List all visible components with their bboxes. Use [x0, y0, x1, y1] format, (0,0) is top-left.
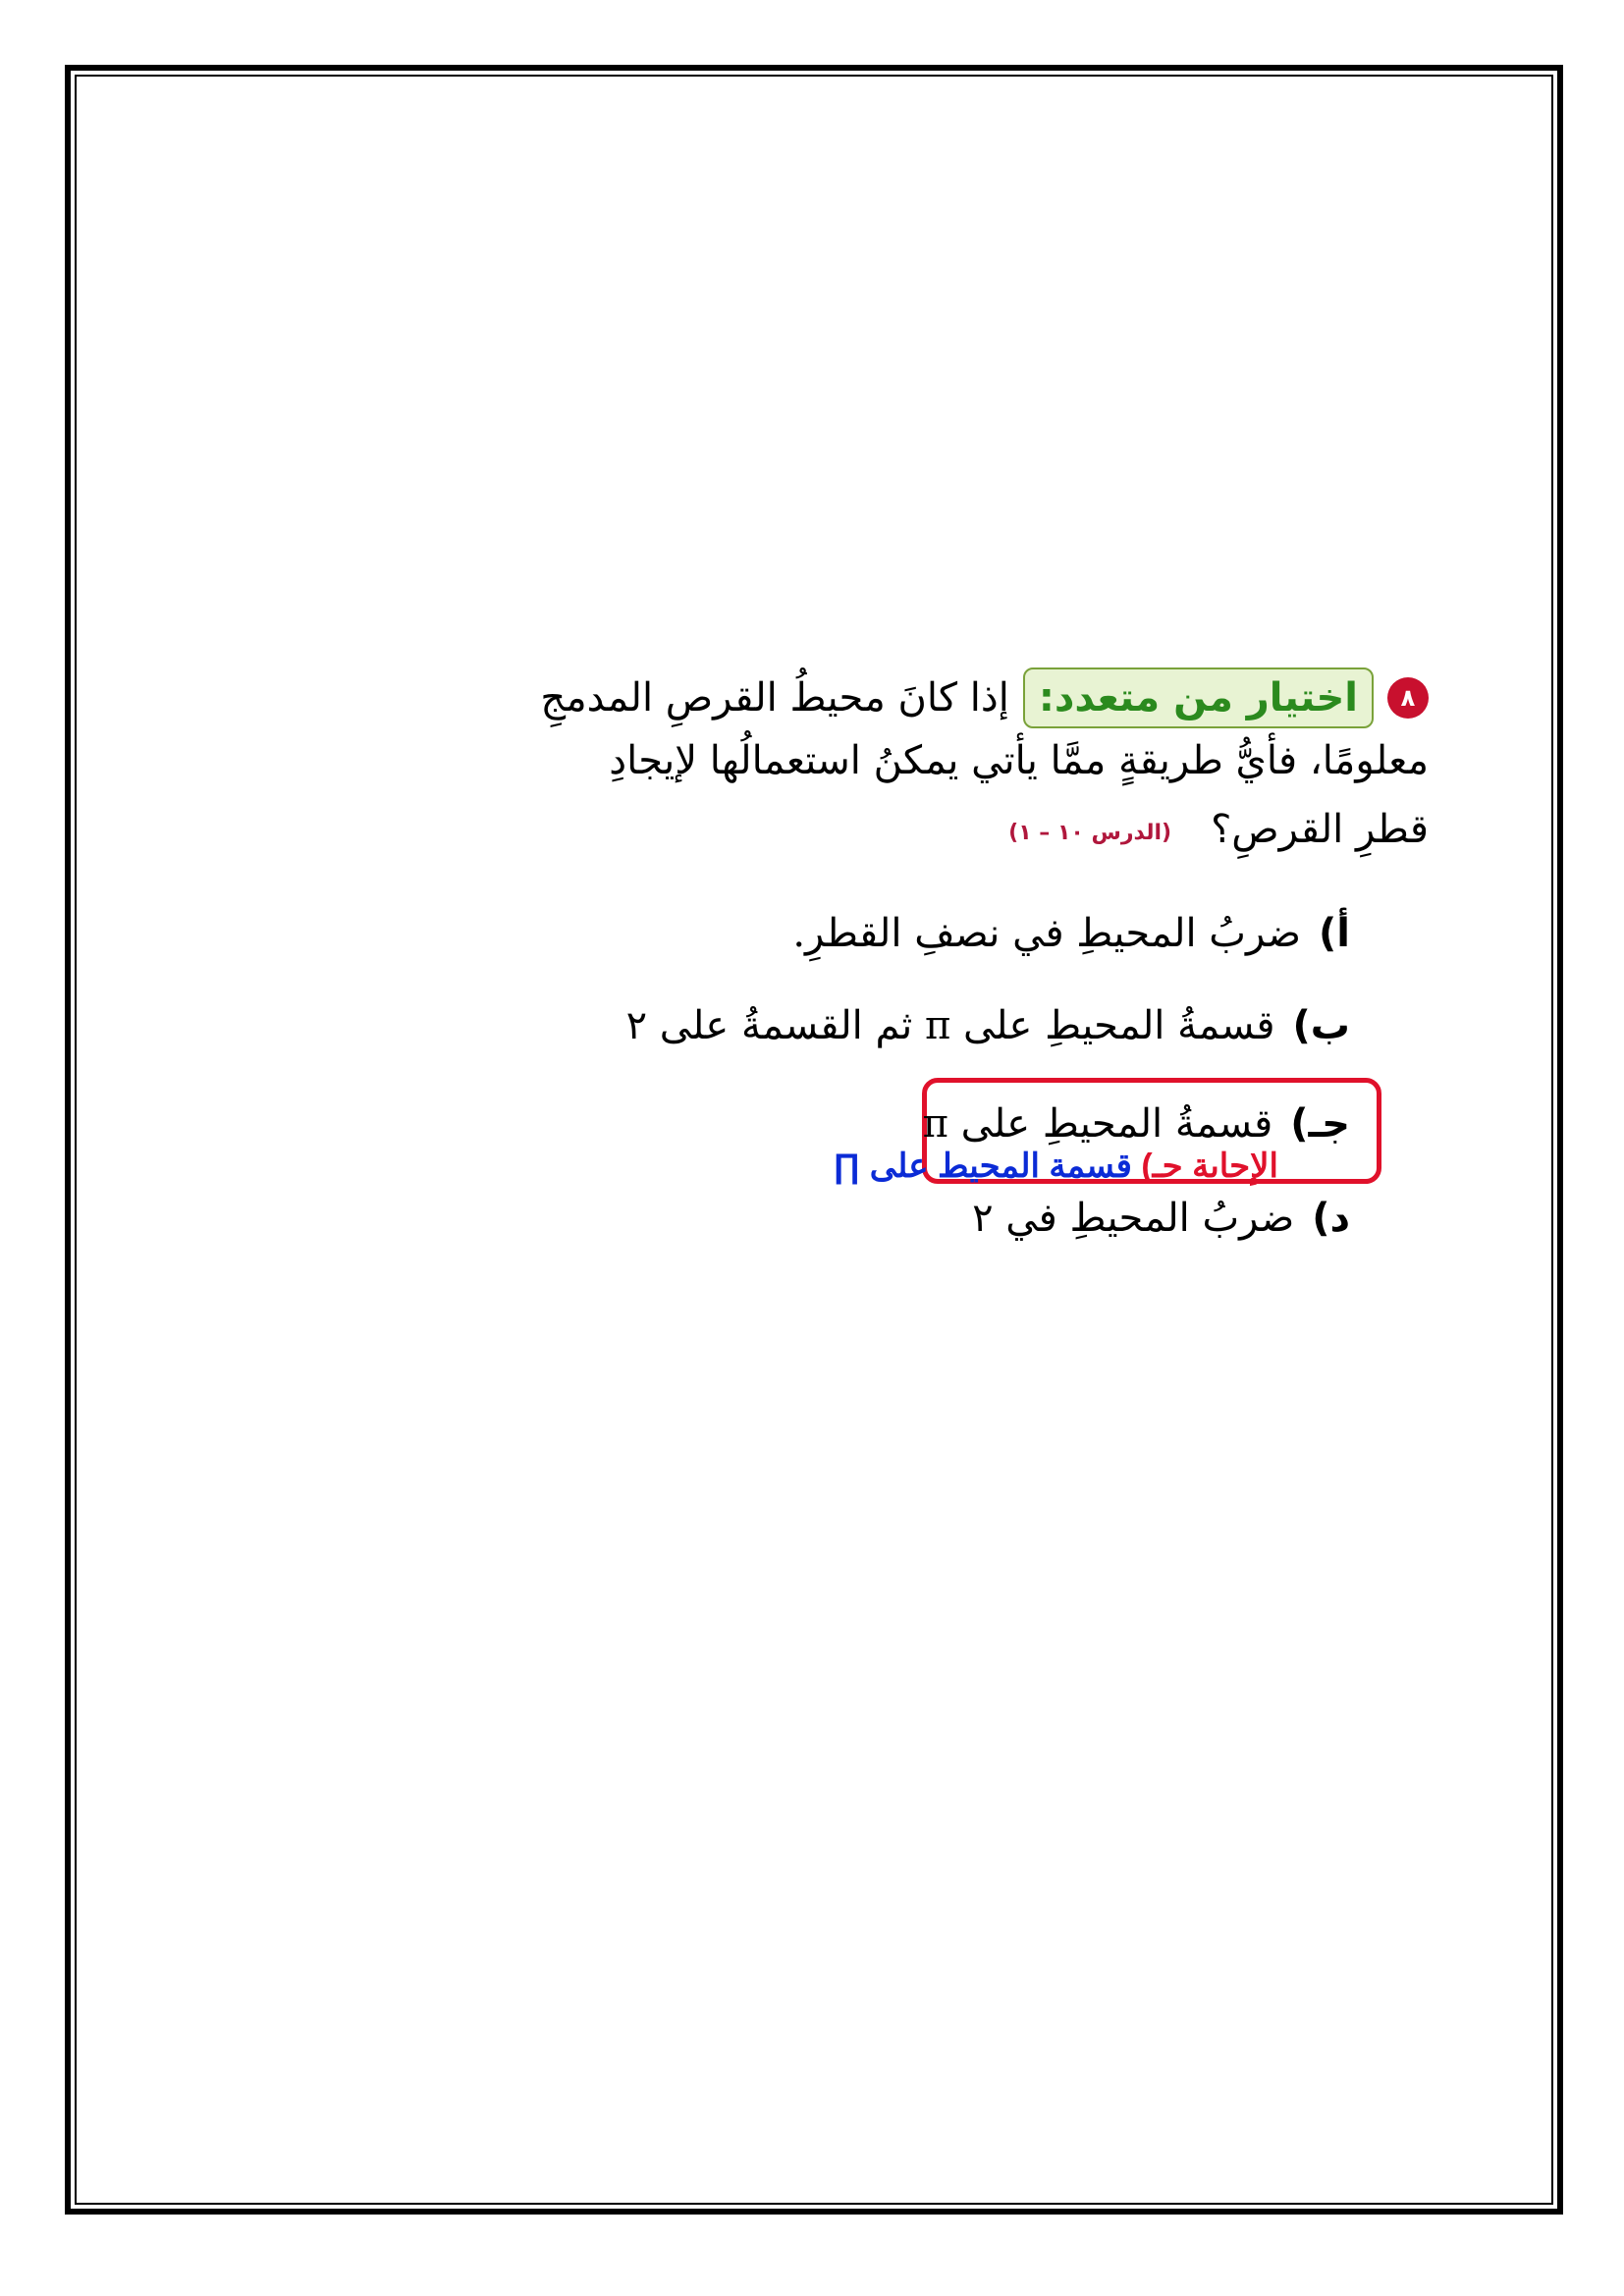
question-number-badge: ٨ [1387, 677, 1429, 719]
option-d-letter: د) [1312, 1196, 1350, 1241]
option-b [626, 1003, 1350, 1048]
option-c-letter: جـ) [1290, 1101, 1350, 1147]
option-a [792, 911, 1350, 956]
question-line-2 [609, 738, 1429, 783]
lesson-reference: (الدرس ١٠ – ١) [1008, 820, 1172, 845]
answer-line [833, 1147, 1278, 1186]
option-b-letter: ب) [1292, 1003, 1350, 1048]
option-d-text: ضربُ المحيطِ في ٢ [972, 1196, 1295, 1241]
question-type-tag: اختيار من متعدد: [1023, 667, 1374, 728]
question-line-1 [540, 667, 1429, 728]
answer-label: الإجابة جـ) [1141, 1148, 1278, 1185]
option-c-text: قسمةُ المحيطِ على π [922, 1101, 1273, 1147]
question-text-line-3: قطرِ القرصِ؟ [1211, 807, 1429, 852]
option-d [972, 1196, 1350, 1241]
option-c [923, 1101, 1350, 1147]
answer-text: قسمة المحيط على ∏ [833, 1148, 1132, 1185]
option-a-text: ضربُ المحيطِ في نصفِ القطرِ. [792, 911, 1301, 956]
question-text-line-1: إذا كانَ محيطُ القرصِ المدمجِ [540, 675, 1009, 721]
option-a-letter: أ) [1319, 911, 1350, 956]
question-text-line-2: معلومًا، فأيُّ طريقةٍ ممَّا يأتي يمكنُ استعمالُها لإيجادِ [609, 738, 1429, 783]
question-line-3 [1008, 807, 1429, 852]
option-b-text: قسمةُ المحيطِ على π ثم القسمةُ على ٢ [625, 1003, 1275, 1048]
